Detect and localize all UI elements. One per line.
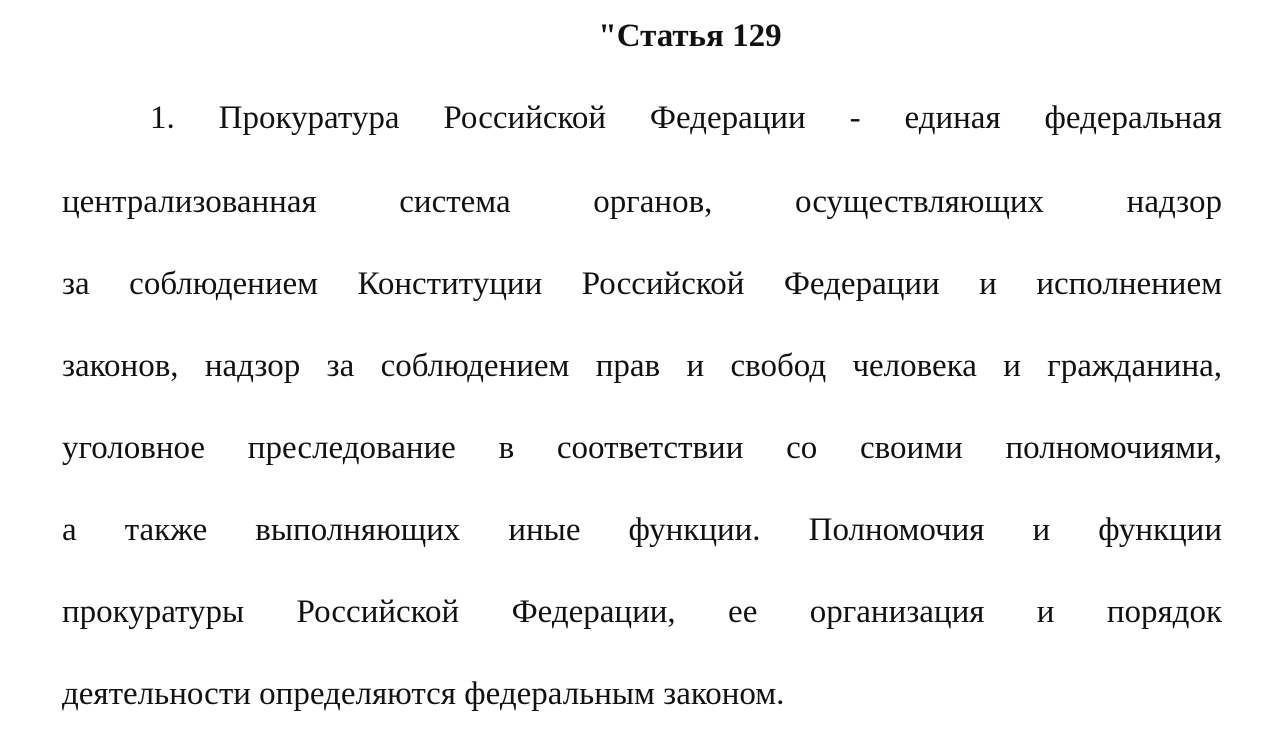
- paragraph-line-6: а также выполняющих иные функции. Полномочия и функции: [62, 512, 1222, 548]
- paragraph-line-5: уголовное преследование в соответствии со своими полномочиями,: [62, 430, 1222, 466]
- paragraph-line-8: деятельности определяются федеральным законом.: [62, 676, 785, 712]
- paragraph-line-7: прокуратуры Российской Федерации, ее организация и порядок: [62, 594, 1222, 630]
- article-title: "Статья 129: [598, 18, 782, 54]
- paragraph-line-3: за соблюдением Конституции Российской Федерации и исполнением: [62, 266, 1222, 302]
- paragraph-line-1: 1. Прокуратура Российской Федерации - единая федеральная: [150, 100, 1222, 136]
- paragraph-line-4: законов, надзор за соблюдением прав и свобод человека и гражданина,: [62, 348, 1222, 384]
- paragraph-line-2: централизованная система органов, осуществляющих надзор: [62, 184, 1222, 220]
